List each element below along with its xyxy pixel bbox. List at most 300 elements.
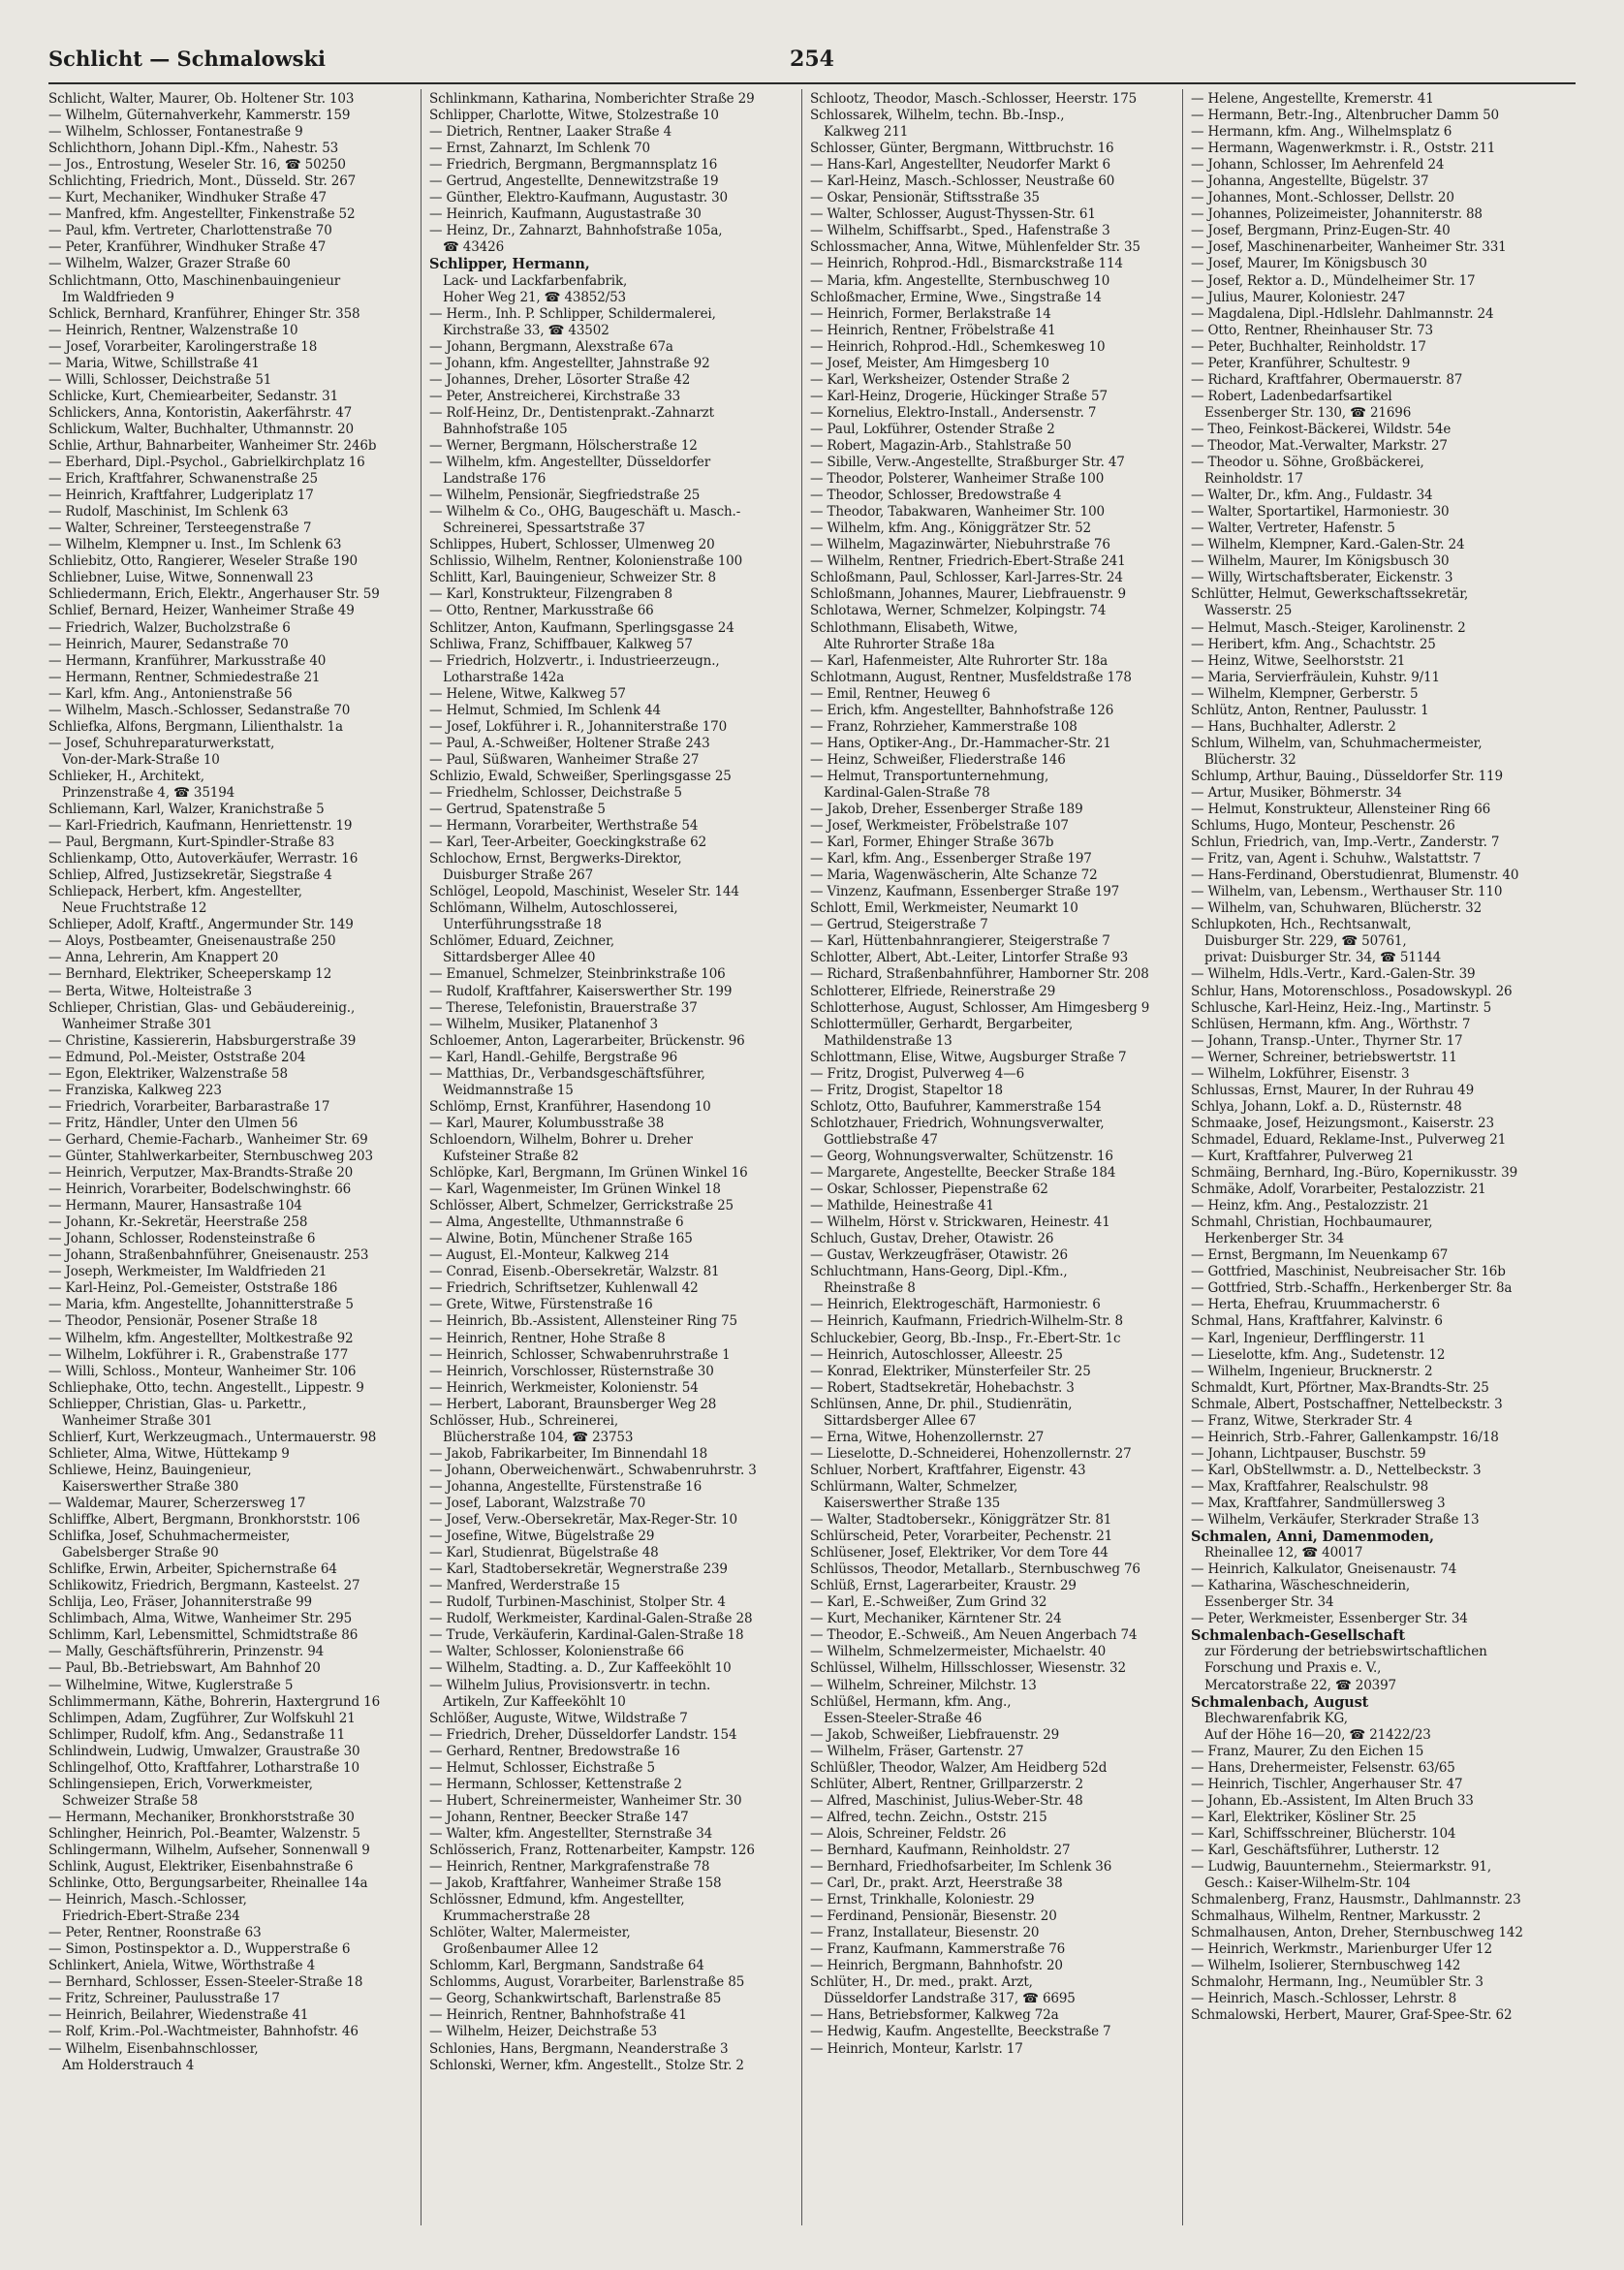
directory-entry-line: Schlotzhauer, Friedrich, Wohnungsverwalter, [810,1115,1105,1131]
directory-entry-line: — Wilhelm & Co., OHG, Baugeschäft u. Masch.- [429,504,741,520]
directory-entry-line: Artikeln, Zur Kaffeeköhlt 10 [443,1693,626,1710]
directory-entry-line: Schlüß, Ernst, Lagerarbeiter, Kraustr. 29 [810,1578,1077,1594]
directory-entry-line: — Heinrich, Rentner, Bahnhofstraße 41 [429,2007,687,2024]
directory-entry-line: — Karl, Schiffsschreiner, Blücherstr. 104 [1191,1825,1456,1842]
directory-entry-line: — Wilhelm, Pensionär, Siegfriedstraße 25 [429,488,701,504]
directory-entry-line: — Heinz, Witwe, Seelhorststr. 21 [1191,652,1406,669]
directory-entry-line: — Wilhelm, Verkäufer, Sterkrader Straße 13 [1191,1512,1480,1529]
directory-entry-line: — Wilhelm, van, Lebensm., Werthauser Str. 110 [1191,884,1503,900]
directory-entry-line: Kirchstraße 33, ☎ 43502 [443,322,609,338]
directory-entry-line: privat: Duisburger Str. 34, ☎ 51144 [1204,950,1442,966]
directory-entry-line: Schlüter, Albert, Rentner, Grillparzerstr. 2 [810,1776,1083,1792]
directory-entry-line: Schlifke, Erwin, Arbeiter, Spichernstraße 64 [48,1561,337,1578]
directory-entry-line: Schlija, Leo, Fräser, Johanniterstraße 99 [48,1594,312,1611]
directory-entry-line: — Hermann, Maurer, Hansastraße 104 [48,1198,302,1214]
directory-entry-line: Schliemann, Karl, Walzer, Kranichstraße 5 [48,802,325,818]
directory-entry-line: Schlizio, Ewald, Schweißer, Sperlingsgasse 25 [429,768,732,784]
directory-entry-line: — Karl, Former, Ehinger Straße 367b [810,835,1054,851]
directory-entry-line: — Fritz, Schreiner, Paulusstraße 17 [48,1991,280,2007]
directory-entry-line: — Kurt, Mechaniker, Kärntener Str. 24 [810,1611,1062,1627]
directory-entry-line: — Conrad, Eisenb.-Obersekretär, Walzstr. 81 [429,1264,720,1280]
directory-entry-line: Schlösser, Hub., Schreinerei, [429,1412,618,1429]
directory-entry-line: — Emil, Rentner, Heuweg 6 [810,685,990,702]
directory-entry-line: — Walter, Sportartikel, Harmoniestr. 30 [1191,504,1450,520]
directory-entry-line: Lack- und Lackfarbenfabrik, [443,272,628,289]
directory-entry-line: — August, El.-Monteur, Kalkweg 214 [429,1247,670,1264]
directory-entry-line: Schmaldt, Kurt, Pförtner, Max-Brandts-Str. 25 [1191,1379,1489,1396]
directory-entry-line: Schlindwein, Ludwig, Umwalzer, Graustraße 30 [48,1743,360,1759]
directory-entry-line: Schliebitz, Otto, Rangierer, Weseler Straße 190 [48,553,358,570]
directory-entry-line: — Manfred, kfm. Angestellter, Finkenstraße 52 [48,206,356,223]
directory-entry-line: Auf der Höhe 16—20, ☎ 21422/23 [1204,1726,1431,1743]
directory-entry-line: — Theodor, Mat.-Verwalter, Markstr. 27 [1191,437,1448,454]
directory-entry-line: — Josefine, Witwe, Bügelstraße 29 [429,1529,655,1545]
directory-entry-line: Sittardsberger Allee 40 [443,950,596,966]
directory-entry-line: Sittardsberger Allee 67 [824,1412,977,1429]
directory-entry-line: — Bernhard, Kaufmann, Reinholdstr. 27 [810,1842,1071,1858]
directory-entry-line: Schlonies, Hans, Bergmann, Neanderstraße 3 [429,2040,729,2057]
directory-entry-line: — Paul, A.-Schweißer, Holtener Straße 243 [429,735,710,751]
directory-entry-line: Am Holderstrauch 4 [62,2057,195,2073]
directory-entry-line: Schlomm, Karl, Bergmann, Sandstraße 64 [429,1958,704,1974]
directory-entry-line: Schliep, Alfred, Justizsekretär, Siegstraße 4 [48,867,332,884]
directory-entry-line: — Willi, Schlosser, Deichstraße 51 [48,371,272,388]
directory-entry-line: — Wilhelm, Walzer, Grazer Straße 60 [48,256,291,272]
directory-entry-line: — Wilhelm, Hörst v. Strickwaren, Heinestr. 41 [810,1214,1110,1231]
directory-entry-line: — Franz, Witwe, Sterkrader Str. 4 [1191,1412,1413,1429]
directory-entry-line: Schlimm, Karl, Lebensmittel, Schmidtstraße 86 [48,1627,359,1644]
directory-entry-line: Schlie, Arthur, Bahnarbeiter, Wanheimer Str. 246b [48,437,377,454]
directory-entry-line: Schlossarek, Wilhelm, techn. Bb.-Insp., [810,108,1065,124]
directory-entry-line: — Vinzenz, Kaufmann, Essenberger Straße 197 [810,884,1120,900]
directory-entry-line: Duisburger Str. 229, ☎ 50761, [1204,933,1407,950]
directory-entry-line: — Johannes, Polizeimeister, Johanniterstr. 88 [1191,206,1483,223]
directory-entry-line: Schloemer, Anton, Lagerarbeiter, Brückenstr. 96 [429,1032,745,1049]
directory-entry-line: Schliepack, Herbert, kfm. Angestellter, [48,884,302,900]
directory-entry-line: Schmal, Hans, Kraftfahrer, Kalvinstr. 6 [1191,1313,1443,1330]
directory-entry-line: Kardinal-Galen-Straße 78 [824,784,990,801]
directory-entry-line: — Dietrich, Rentner, Laaker Straße 4 [429,124,672,141]
directory-entry-line: Essenberger Str. 130, ☎ 21696 [1204,404,1412,421]
directory-entry-line: — Grete, Witwe, Fürstenstraße 16 [429,1297,653,1313]
directory-entry-line: — Heinrich, Former, Berlakstraße 14 [810,305,1051,322]
directory-entry-line: Schlums, Hugo, Monteur, Peschenstr. 26 [1191,818,1455,835]
directory-entry-line: Schlotterer, Elfriede, Reinerstraße 29 [810,983,1056,999]
directory-entry-line: Schlinke, Otto, Bergungsarbeiter, Rheinallee 14a [48,1876,368,1892]
directory-entry-line: — Eberhard, Dipl.-Psychol., Gabrielkirchplatz 16 [48,455,365,471]
directory-entry-line: Schlünsen, Anne, Dr. phil., Studienrätin, [810,1396,1073,1412]
directory-entry-line: — Kurt, Mechaniker, Windhuker Straße 47 [48,190,327,206]
directory-entry-line: — Hedwig, Kaufm. Angestellte, Beeckstraße 7 [810,2024,1111,2040]
directory-entry-line: — Kurt, Kraftfahrer, Pulverweg 21 [1191,1149,1415,1164]
directory-entry-line: — Fritz, van, Agent i. Schuhw., Walstattstr. 7 [1191,851,1482,867]
directory-entry-line: — Margarete, Angestellte, Beecker Straße 184 [810,1165,1116,1182]
directory-entry-line: — Hans-Karl, Angestellter, Neudorfer Markt 6 [810,157,1110,173]
directory-entry-line: Wasserstr. 25 [1204,603,1293,619]
directory-entry-line: Schmalowski, Herbert, Maurer, Graf-Spee-Str. 62 [1191,2007,1513,2024]
directory-entry-line: Schluer, Norbert, Kraftfahrer, Eigenstr. 43 [810,1462,1086,1478]
directory-entry-line: — Wilhelm Julius, Provisionsvertr. in techn. [429,1677,711,1693]
directory-entry-line: Schlippes, Hubert, Schlosser, Ulmenweg 20 [429,537,715,553]
directory-entry-line: — Edmund, Pol.-Meister, Oststraße 204 [48,1049,306,1065]
directory-entry-line: Schlürmann, Walter, Schmelzer, [810,1478,1018,1495]
directory-entry-line: — Werner, Bergmann, Hölscherstraße 12 [429,437,698,454]
directory-entry-line: — Ferdinand, Pensionär, Biesenstr. 20 [810,1908,1057,1925]
directory-entry-line: Schlikowitz, Friedrich, Bergmann, Kasteelst. 27 [48,1578,360,1594]
directory-entry-line: Schlissio, Wilhelm, Rentner, Kolonienstraße 100 [429,553,743,570]
directory-entry-line: — Richard, Straßenbahnführer, Hamborner Str. 208 [810,966,1149,983]
directory-entry-line: — Wilhelm, Klempner, Kard.-Galen-Str. 24 [1191,537,1465,553]
directory-entry-line: — Ernst, Trinkhalle, Koloniestr. 29 [810,1892,1035,1908]
directory-entry-line: — Karl-Friedrich, Kaufmann, Henriettenstr. 19 [48,818,353,835]
directory-entry-line: — Johann, Kr.-Sekretär, Heerstraße 258 [48,1214,308,1231]
directory-entry-line: — Heinrich, Autoschlosser, Alleestr. 25 [810,1346,1063,1363]
directory-entry-line: — Friedrich, Holzvertr., i. Industrieerzeugn., [429,652,720,669]
directory-entry-line: — Josef, Laborant, Walzstraße 70 [429,1495,646,1511]
directory-entry-line: Schlingensiepen, Erich, Vorwerkmeister, [48,1776,313,1792]
directory-entry-line: — Wilhelm, Magazinwärter, Niebuhrstraße 76 [810,537,1110,553]
directory-entry-line: — Karl, Wagenmeister, Im Grünen Winkel 18 [429,1182,721,1198]
directory-entry-line: — Heinrich, Werkmstr., Marienburger Ufer 12 [1191,1941,1492,1958]
directory-entry-line: Schliffke, Albert, Bergmann, Bronkhorststr. 106 [48,1512,360,1529]
directory-entry-line: — Friedrich, Schriftsetzer, Kuhlenwall 42 [429,1280,699,1297]
directory-entry-line: — Erich, Kraftfahrer, Schwanenstraße 25 [48,471,318,488]
directory-entry-line: Schmalenbach, August [1191,1693,1369,1711]
directory-entry-line: Schloendorn, Wilhelm, Bohrer u. Dreher [429,1131,693,1148]
directory-entry-line: Schlitt, Karl, Bauingenieur, Schweizer Str. 8 [429,570,716,586]
directory-entry-line: Schlössner, Edmund, kfm. Angestellter, [429,1892,685,1908]
directory-entry-line: — Maria, kfm. Angestellte, Johannitterstraße 5 [48,1297,354,1313]
directory-entry-line: — Heinrich, Rohprod.-Hdl., Bismarckstraße 114 [810,256,1123,272]
directory-entry-line: — Gertrud, Spatenstraße 5 [429,802,606,818]
directory-entry-line: — Robert, Stadtsekretär, Hohebachstr. 3 [810,1379,1075,1396]
directory-entry-line: — Bernhard, Schlosser, Essen-Steeler-Straße 18 [48,1974,363,1991]
directory-entry-line: — Heinrich, Maurer, Sedanstraße 70 [48,636,289,652]
directory-entry-line: Schmadel, Eduard, Reklame-Inst., Pulverweg 21 [1191,1131,1507,1148]
directory-entry-line: Schlüßel, Hermann, kfm. Ang., [810,1693,1012,1710]
directory-entry-line: — Karl, Ingenieur, Derfflingerstr. 11 [1191,1330,1426,1346]
directory-entry-line: Wanheimer Straße 301 [62,1016,213,1032]
directory-entry-line: Schweizer Straße 58 [62,1792,199,1809]
directory-entry-line: — Gertrud, Angestellte, Dennewitzstraße 19 [429,173,719,190]
directory-entry-line: — Wilhelm, kfm. Ang., Königgrätzer Str. 52 [810,520,1091,537]
directory-entry-line: — Karl, Teer-Arbeiter, Goeckingkstraße 62 [429,835,707,851]
directory-entry-line: — Magdalena, Dipl.-Hdlslehr. Dahlmannstr. 24 [1191,305,1494,322]
directory-entry-line: Landstraße 176 [443,471,547,488]
directory-entry-line: — Hermann, Betr.-Ing., Altenbrucher Damm 50 [1191,108,1499,124]
directory-entry-line: Schlicht, Walter, Maurer, Ob. Holtener Str. 103 [48,91,355,107]
directory-columns [48,91,1579,2223]
directory-entry-line: — Josef, Maschinenarbeiter, Wanheimer Str. 331 [1191,239,1507,256]
directory-entry-line: Rheinstraße 8 [824,1280,916,1297]
directory-entry-line: — Karl, Stadtobersekretär, Wegnerstraße 239 [429,1561,728,1578]
directory-entry-line: — Franziska, Kalkweg 223 [48,1082,222,1098]
directory-entry-line: Schlürscheid, Peter, Vorarbeiter, Pechenstr. 21 [810,1529,1113,1545]
directory-entry-line: — Herbert, Laborant, Braunsberger Weg 28 [429,1396,717,1412]
directory-entry-line: Reinholdstr. 17 [1204,471,1303,488]
directory-entry-line: Schmalohr, Hermann, Ing., Neumübler Str. 3 [1191,1974,1483,1991]
directory-entry-line: Schlieter, Alma, Witwe, Hüttekamp 9 [48,1445,290,1462]
directory-entry-line: — Paul, Bergmann, Kurt-Spindler-Straße 83 [48,835,335,851]
directory-entry-line: — Walter, Schlosser, Kolonienstraße 66 [429,1644,684,1660]
directory-entry-line: Schlömp, Ernst, Kranführer, Hasendong 10 [429,1098,711,1115]
directory-entry-line: Schlömer, Eduard, Zeichner, [429,933,615,950]
directory-entry-line: — Heinrich, Bergmann, Bahnhofstr. 20 [810,1958,1063,1974]
directory-entry-line: — Heinrich, Elektrogeschäft, Harmoniestr. 6 [810,1297,1101,1313]
directory-entry-line: — Karl, Studienrat, Bügelstraße 48 [429,1545,659,1561]
header-rule [48,82,1576,84]
directory-entry-line: — Willi, Schloss., Monteur, Wanheimer Str. 106 [48,1363,357,1379]
directory-entry-line: — Heinz, kfm. Ang., Pestalozzistr. 21 [1191,1198,1430,1214]
directory-entry-line: — Friedrich, Bergmann, Bergmannsplatz 16 [429,157,718,173]
directory-entry-line: — Heinrich, Tischler, Angerhauser Str. 47 [1191,1776,1463,1792]
directory-entry-line: — Gottfried, Strb.-Schaffn., Herkenberger Str. 8a [1191,1280,1513,1297]
directory-entry-line: — Kornelius, Elektro-Install., Andersenstr. 7 [810,404,1097,421]
directory-entry-line: — Josef, Bergmann, Prinz-Eugen-Str. 40 [1191,223,1451,239]
directory-entry-line: — Karl, Geschäftsführer, Lutherstr. 12 [1191,1842,1440,1858]
directory-entry-line: — Karl, Handl.-Gehilfe, Bergstraße 96 [429,1049,678,1065]
directory-entry-line: — Hans, Optiker-Ang., Dr.-Hammacher-Str. 21 [810,735,1111,751]
directory-entry-line: Schlotmann, August, Rentner, Musfeldstraße 178 [810,669,1132,685]
directory-entry-line: — Otto, Rentner, Rheinhauser Str. 73 [1191,322,1433,338]
directory-entry-line: — Wilhelm, kfm. Angestellter, Düsseldorfer [429,455,711,471]
directory-entry-line: Schlimper, Rudolf, kfm. Ang., Sedanstraße 11 [48,1726,346,1743]
directory-entry-line: — Wilhelm, Masch.-Schlosser, Sedanstraße 70 [48,702,351,718]
directory-entry-line: Schlieker, H., Architekt, [48,768,204,784]
directory-entry-line: — Theo, Feinkost-Bäckerei, Wildstr. 54e [1191,421,1452,437]
directory-entry-line: — Heinrich, Rentner, Walzenstraße 10 [48,322,298,338]
directory-entry-line: — Erich, kfm. Angestellter, Bahnhofstraße 126 [810,702,1114,718]
directory-entry-line: — Josef, Lokführer i. R., Johanniterstraße 170 [429,718,728,735]
directory-entry-line: Schlögel, Leopold, Maschinist, Weseler Str. 144 [429,884,739,900]
directory-entry-line: Schlinkmann, Katharina, Nomberichter Straße 29 [429,91,755,107]
directory-entry-line: Schliepper, Christian, Glas- u. Parkettr., [48,1396,307,1412]
directory-entry-line: — Friedrich, Walzer, Bucholzstraße 6 [48,619,291,636]
directory-entry-line: — Fritz, Drogist, Stapeltor 18 [810,1082,1003,1098]
directory-entry-line: — Ludwig, Bauunternehm., Steiermarkstr. 91, [1191,1859,1491,1876]
directory-entry-line: Im Waldfrieden 9 [62,289,174,305]
directory-entry-line: — Helene, Witwe, Kalkweg 57 [429,685,626,702]
directory-entry-line: — Hans-Ferdinand, Oberstudienrat, Blumenstr. 40 [1191,867,1519,884]
directory-entry-line: — Karl, Werksheizer, Ostender Straße 2 [810,371,1071,388]
directory-entry-line: Schlieper, Christian, Glas- und Gebäudereinig., [48,999,356,1016]
directory-entry-line: Wanheimer Straße 301 [62,1412,213,1429]
directory-entry-line: — Maria, Servierfräulein, Kuhstr. 9/11 [1191,669,1440,685]
directory-entry-line: — Franz, Maurer, Zu den Eichen 15 [1191,1743,1424,1759]
directory-entry-line: — Heinrich, Monteur, Karlstr. 17 [810,2040,1023,2057]
directory-entry-line: Schlienkamp, Otto, Autoverkäufer, Werrastr. 16 [48,851,359,867]
directory-entry-line: — Gustav, Werkzeugfräser, Otawistr. 26 [810,1247,1068,1264]
directory-entry-line: — Paul, Süßwaren, Wanheimer Straße 27 [429,751,700,768]
directory-entry-line: — Heinrich, Beilahrer, Wiedenstraße 41 [48,2007,309,2024]
directory-entry-line: Schlüßler, Theodor, Walzer, Am Heidberg 52d [810,1759,1108,1776]
directory-entry-line: — Hermann, Rentner, Schmiedestraße 21 [48,669,321,685]
directory-entry-line: — Karl, ObStellwmstr. a. D., Nettelbeckstr. 3 [1191,1462,1482,1478]
directory-entry-line: — Heinrich, Schlosser, Schwabenruhrstraße 1 [429,1346,731,1363]
directory-entry-line: — Rudolf, Kraftfahrer, Kaiserswerther Str. 199 [429,983,733,999]
directory-entry-line: Schlupkoten, Hch., Rechtsanwalt, [1191,917,1412,933]
directory-entry-line: Neue Fruchtstraße 12 [62,900,207,917]
directory-entry-line: — Ernst, Bergmann, Im Neuenkamp 67 [1191,1247,1449,1264]
directory-entry-line: — Emanuel, Schmelzer, Steinbrinkstraße 106 [429,966,726,983]
directory-entry-line: — Heinrich, Verputzer, Max-Brandts-Straße 20 [48,1165,354,1182]
directory-entry-line: — Theodor, E.-Schweiß., Am Neuen Angerbach 74 [810,1627,1138,1644]
directory-entry-line: — Karl-Heinz, Masch.-Schlosser, Neustraße 60 [810,173,1115,190]
directory-entry-line: — Anna, Lehrerin, Am Knappert 20 [48,950,279,966]
directory-entry-line: — Helmut, Schlosser, Eichstraße 5 [429,1759,655,1776]
directory-entry-line: Schlömann, Wilhelm, Autoschlosserei, [429,900,678,917]
directory-entry-line: — Alfred, techn. Zeichn., Oststr. 215 [810,1809,1047,1825]
directory-entry-line: — Heinz, Schweißer, Fliederstraße 146 [810,751,1066,768]
directory-entry-line: Schlomms, August, Vorarbeiter, Barlenstraße 85 [429,1974,745,1991]
directory-entry-line: — Heinrich, Rohprod.-Hdl., Schemkesweg 10 [810,338,1106,355]
directory-entry-line: — Matthias, Dr., Verbandsgeschäftsführer, [429,1065,705,1082]
directory-entry-line: — Friedhelm, Schlosser, Deichstraße 5 [429,784,682,801]
directory-entry-line: Kufsteiner Straße 82 [443,1149,579,1164]
directory-entry-line: — Karl, Elektriker, Kösliner Str. 25 [1191,1809,1417,1825]
directory-entry-line: — Walter, Schlosser, August-Thyssen-Str. 61 [810,206,1096,223]
directory-entry-line: — Joseph, Werkmeister, Im Waldfrieden 21 [48,1264,328,1280]
directory-entry-line: — Franz, Rohrzieher, Kammerstraße 108 [810,718,1077,735]
directory-entry-line: Schlierf, Kurt, Werkzeugmach., Untermauerstr. 98 [48,1429,377,1445]
directory-entry-line: Schliefka, Alfons, Bergmann, Lilienthalstr. 1a [48,718,343,735]
directory-entry-line: Schlya, Johann, Lokf. a. D., Rüsternstr. 48 [1191,1098,1462,1115]
directory-entry-line: Blechwarenfabrik KG, [1204,1710,1348,1726]
directory-entry-line: — Bernhard, Friedhofsarbeiter, Im Schlenk 36 [810,1859,1112,1876]
directory-entry-line: Mathildenstraße 13 [824,1032,953,1049]
directory-entry-line: — Wilhelm, Rentner, Friedrich-Ebert-Straße 241 [810,553,1126,570]
directory-entry-line: Schlimmermann, Käthe, Bohrerin, Haxtergrund 16 [48,1693,381,1710]
directory-entry-line: — Fritz, Händler, Unter den Ulmen 56 [48,1115,298,1131]
directory-entry-line: Schmahl, Christian, Hochbaumaurer, [1191,1214,1433,1231]
directory-entry-line: Schloßmacher, Ermine, Wwe., Singstraße 14 [810,289,1102,305]
directory-entry-line: — Robert, Magazin-Arb., Stahlstraße 50 [810,437,1072,454]
directory-entry-line: — Peter, Kranführer, Schultestr. 9 [1191,355,1411,371]
directory-entry-line: — Friedrich, Vorarbeiter, Barbarastraße 17 [48,1098,330,1115]
directory-entry-line: Schlüsen, Hermann, kfm. Ang., Wörthstr. 7 [1191,1016,1471,1032]
directory-entry-line: — Wilhelm, Heizer, Deichstraße 53 [429,2024,657,2040]
directory-entry-line: — Werner, Schreiner, betriebswertstr. 11 [1191,1049,1457,1065]
directory-entry-line: — Wilhelm, Schreiner, Milchstr. 13 [810,1677,1037,1693]
directory-entry-line: Schlotz, Otto, Baufuhrer, Kammerstraße 154 [810,1098,1102,1115]
directory-entry-line: Prinzenstraße 4, ☎ 35194 [62,784,235,801]
directory-entry-line: Schlüter, H., Dr. med., prakt. Arzt, [810,1974,1033,1991]
directory-entry-line: — Hans, Drehermeister, Felsenstr. 63/65 [1191,1759,1455,1776]
directory-entry-line: — Bernhard, Elektriker, Scheeperskamp 12 [48,966,332,983]
directory-entry-line: — Peter, Kranführer, Windhuker Straße 47 [48,239,327,256]
directory-entry-line: — Heinrich, Kaufmann, Friedrich-Wilhelm-Str. 8 [810,1313,1123,1330]
directory-entry-line: Schlur, Hans, Motorenschloss., Posadowskypl. 26 [1191,983,1513,999]
directory-entry-line: — Wilhelm, Ingenieur, Brucknerstr. 2 [1191,1363,1433,1379]
directory-entry-line: — Johann, Schlosser, Rodensteinstraße 6 [48,1231,316,1247]
directory-entry-line: — Jakob, Kraftfahrer, Wanheimer Straße 158 [429,1876,722,1892]
directory-entry-line: — Peter, Werkmeister, Essenberger Str. 34 [1191,1611,1468,1627]
directory-entry-line: Weidmannstraße 15 [443,1082,574,1098]
directory-entry-line: — Manfred, Werderstraße 15 [429,1578,620,1594]
directory-entry-line: — Karl, Konstrukteur, Filzengraben 8 [429,586,672,603]
directory-entry-line: — Simon, Postinspektor a. D., Wupperstraße 6 [48,1941,351,1958]
directory-entry-line: Duisburger Straße 267 [443,867,594,884]
directory-entry-line: — Alois, Schreiner, Feldstr. 26 [810,1825,1007,1842]
directory-entry-line: — Josef, Meister, Am Himgesberg 10 [810,355,1049,371]
directory-entry-line: Schlothmann, Elisabeth, Witwe, [810,619,1018,636]
directory-entry-line: Schlingher, Heinrich, Pol.-Beamter, Walzenstr. 5 [48,1825,360,1842]
directory-entry-line: Schlichting, Friedrich, Mont., Düsseld. Str. 267 [48,173,357,190]
directory-entry-line: Gabelsberger Straße 90 [62,1545,219,1561]
directory-entry-line: Gesch.: Kaiser-Wilhelm-Str. 104 [1204,1876,1411,1892]
directory-entry-line: Schlüssos, Theodor, Metallarb., Sternbuschweg 76 [810,1561,1140,1578]
directory-entry-line: — Heinrich, Masch.-Schlosser, Lehrstr. 8 [1191,1991,1457,2007]
directory-entry-line: — Rudolf, Turbinen-Maschinist, Stolper Str. 4 [429,1594,726,1611]
directory-entry-line: — Karl-Heinz, Drogerie, Hückinger Straße 57 [810,388,1108,404]
column-3 [810,91,1171,2223]
directory-entry-line: — Helmut, Transportunternehmung, [810,768,1049,784]
directory-entry-line: — Wilhelm, Schiffsarbt., Sped., Hafenstraße 3 [810,223,1110,239]
directory-entry-line: — Heinrich, Werkmeister, Kolonienstr. 54 [429,1379,699,1396]
directory-entry-line: Mercatorstraße 22, ☎ 20397 [1204,1677,1396,1693]
directory-entry-line: — Heribert, kfm. Ang., Schachtstr. 25 [1191,636,1436,652]
directory-entry-line: Schlösser, Albert, Schmelzer, Gerrickstraße 25 [429,1198,734,1214]
directory-entry-line: — Franz, Kaufmann, Kammerstraße 76 [810,1941,1066,1958]
directory-entry-line: — Fritz, Drogist, Pulverweg 4—6 [810,1065,1025,1082]
directory-entry-line: — Walter, Dr., kfm. Ang., Fuldastr. 34 [1191,488,1433,504]
directory-entry-line: Kaiserswerther Straße 135 [824,1495,1001,1511]
directory-entry-line: — Heinrich, Kraftfahrer, Ludgeriplatz 17 [48,488,314,504]
directory-entry-line: — Wilhelm, Stadting. a. D., Zur Kaffeeköhlt 10 [429,1660,732,1677]
directory-entry-line: — Wilhelm, van, Schuhwaren, Blücherstr. 32 [1191,900,1483,917]
directory-entry-line: Schlütter, Helmut, Gewerkschaftssekretär, [1191,586,1469,603]
directory-entry-line: Friedrich-Ebert-Straße 234 [62,1908,240,1925]
directory-entry-line: Schlichtmann, Otto, Maschinenbauingenieur [48,272,341,289]
directory-entry-line: — Hans, Buchhalter, Adlerstr. 2 [1191,718,1396,735]
directory-entry-line: Schlichthorn, Johann Dipl.-Kfm., Nahestr. 53 [48,141,339,157]
directory-entry-line: Schloßmann, Paul, Schlosser, Karl-Jarres-Str. 24 [810,570,1123,586]
directory-entry-line: — Karl, Maurer, Kolumbusstraße 38 [429,1115,665,1131]
directory-entry-line: Schluckebier, Georg, Bb.-Insp., Fr.-Ebert-Str. 1c [810,1330,1121,1346]
directory-entry-line: Schlum, Wilhelm, van, Schuhmachermeister, [1191,735,1483,751]
directory-entry-line: — Wilhelm, kfm. Angestellter, Moltkestraße 92 [48,1330,354,1346]
directory-entry-line: — Rudolf, Maschinist, Im Schlenk 63 [48,504,289,520]
directory-entry-line: — Johanna, Angestellte, Bügelstr. 37 [1191,173,1429,190]
directory-entry-line: — Wilhelmine, Witwe, Kuglerstraße 5 [48,1677,294,1693]
directory-entry-line: — Josef, Werkmeister, Fröbelstraße 107 [810,818,1069,835]
directory-entry-line: — Artur, Musiker, Böhmerstr. 34 [1191,784,1402,801]
column-4 [1191,91,1551,2223]
directory-entry-line: Schliewe, Heinz, Bauingenieur, [48,1462,252,1478]
page-number: 254 [790,47,834,72]
directory-entry-line: — Wilhelm, Schmelzermeister, Michaelstr. 40 [810,1644,1107,1660]
directory-entry-line: — Hermann, Vorarbeiter, Werthstraße 54 [429,818,699,835]
directory-entry-line: Schlusche, Karl-Heinz, Heiz.-Ing., Martinstr. 5 [1191,999,1492,1016]
directory-entry-line: Kalkweg 211 [824,124,909,141]
directory-entry-line: — Johann, Oberweichenwärt., Schwabenruhrstr. 3 [429,1462,757,1478]
directory-entry-line: — Mathilde, Heinestraße 41 [810,1198,994,1214]
directory-entry-line: Bahnhofstraße 105 [443,421,568,437]
directory-entry-line: — Alma, Angestellte, Uthmannstraße 6 [429,1214,684,1231]
directory-entry-line: — Gertrud, Steigerstraße 7 [810,917,988,933]
directory-entry-line: — Helmut, Masch.-Steiger, Karolinenstr. 2 [1191,619,1466,636]
directory-entry-line: — Wilhelm, Hdls.-Vertr., Kard.-Galen-Str. 39 [1191,966,1476,983]
directory-entry-line: Schlöpke, Karl, Bergmann, Im Grünen Winkel 16 [429,1165,748,1182]
directory-entry-line: — Wilhelm, Klempner u. Inst., Im Schlenk 63 [48,537,342,553]
directory-entry-line: — Heinrich, Kaufmann, Augustastraße 30 [429,206,702,223]
directory-entry-line: — Lieselotte, D.-Schneiderei, Hohenzollernstr. 27 [810,1445,1132,1462]
directory-entry-line: — Wilhelm, Klempner, Gerberstr. 5 [1191,685,1419,702]
directory-entry-line: — Heinrich, Rentner, Hohe Straße 8 [429,1330,666,1346]
directory-entry-line: — Karl, kfm. Ang., Essenberger Straße 197 [810,851,1092,867]
directory-entry-line: Schlun, Friedrich, van, Imp.-Vertr., Zanderstr. 7 [1191,835,1500,851]
directory-entry-line: — Therese, Telefonistin, Brauerstraße 37 [429,999,698,1016]
